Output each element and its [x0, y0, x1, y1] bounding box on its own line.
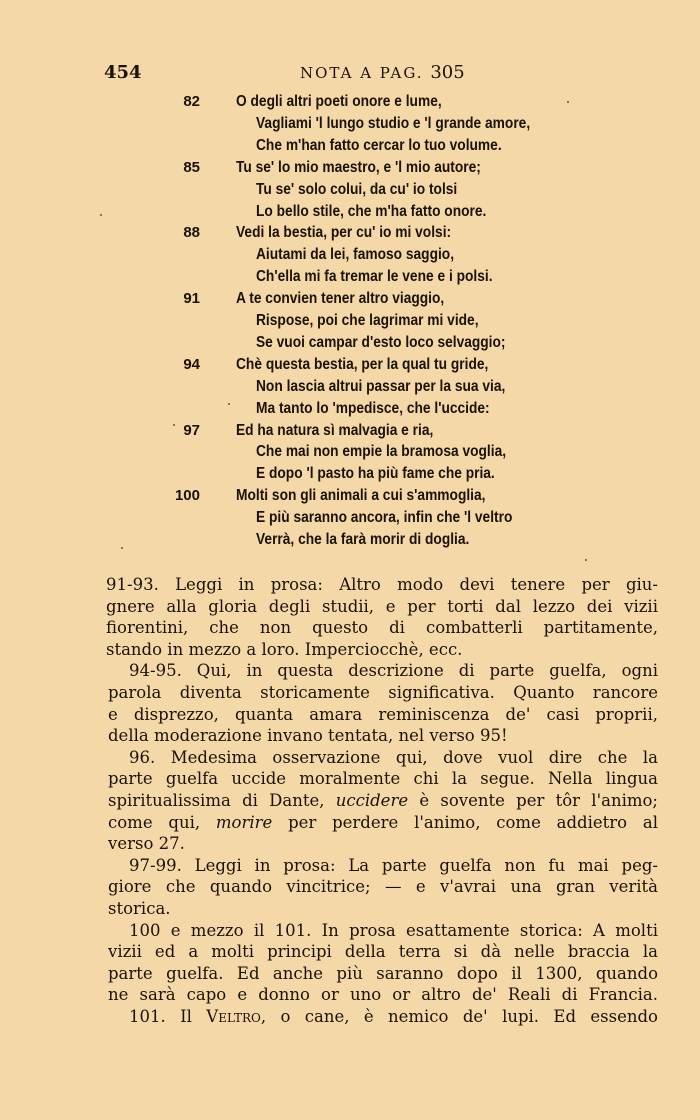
- note-line: verso 27.: [108, 834, 185, 854]
- note-97-99: [108, 855, 658, 920]
- note-italic-word: morire: [215, 812, 273, 832]
- verse-line: Vedi la bestia, per cu' io mi volsi:: [236, 224, 452, 242]
- verse-line: A te convien tener altro viaggio,: [236, 290, 445, 308]
- note-line: 94-95. Qui, in questa descrizione di parte guelfa, ogni: [129, 661, 658, 681]
- paper-speck: [121, 547, 123, 549]
- paper-speck: [100, 214, 102, 216]
- note-line: 91-93. Leggi in prosa: Altro modo devi tenere per giu-: [106, 575, 658, 594]
- note-line: ne sarà capo e donno or uno or altro de' Reali di Francia.: [108, 985, 658, 1005]
- verse-line: Rispose, poi che lagrimar mi vide,: [256, 312, 479, 329]
- verse-line: Tu se' solo colui, da cu' io tolsi: [256, 180, 458, 198]
- note-line: 100 e mezzo il 101. In prosa esattamente storica: A molti: [129, 920, 658, 940]
- note-text: spiritualissima di Dante,: [108, 790, 336, 810]
- verse-line: Che mai non empie la bramosa voglia,: [256, 443, 507, 461]
- note-text: per perdere l'animo, come addietro al: [272, 812, 658, 832]
- running-head-prefix: NOTA A PAG.: [300, 64, 424, 82]
- paper-speck: [173, 424, 175, 426]
- verse-line: Aiutami da lei, famoso saggio,: [256, 246, 455, 264]
- verse-number: 94: [183, 355, 200, 373]
- paper-speck: [228, 403, 230, 405]
- note-line: giore che quando vincitrice; — e v'avrai una gran verità: [108, 877, 658, 897]
- note-smallcaps-word: Veltro: [206, 1006, 261, 1026]
- paper-speck: [585, 559, 587, 561]
- note-line: [108, 747, 658, 769]
- note-line: storica.: [108, 898, 171, 918]
- note-text: è sovente per tôr l'animo;: [408, 790, 658, 810]
- verse-number: 85: [183, 158, 200, 176]
- page-number: 454: [104, 62, 142, 83]
- note-101: [108, 1006, 658, 1028]
- note-line: stando in mezzo a loro. Imperciocchè, ecc.: [106, 639, 463, 659]
- verse-line: Se vuoi campar d'esto loco selvaggio;: [256, 333, 506, 351]
- note-line: [108, 790, 658, 812]
- note-italic-word: uccidere: [335, 790, 409, 810]
- note-line: [108, 1006, 658, 1028]
- note-line: fiorentini, che non questo di combatterli partitamente,: [106, 618, 658, 638]
- verse-line: Non lascia altrui passar per la sua via,: [256, 377, 506, 395]
- verse-line: Verrà, che la farà morir di doglia.: [256, 531, 470, 548]
- verse-line: Ch'ella mi fa tremar le vene e i polsi.: [256, 268, 493, 286]
- note-line: e disprezzo, quanta amara reminiscenza de' casi proprii,: [108, 704, 658, 724]
- page-header: [104, 62, 544, 90]
- note-96: [108, 747, 658, 855]
- note-text: , o cane, è nemico de' lupi. Ed essendo: [260, 1006, 658, 1026]
- note-text: come qui,: [108, 812, 216, 832]
- verse-number: 97: [183, 421, 200, 439]
- verse-line: Molti son gli animali a cui s'ammoglia,: [236, 487, 486, 505]
- verse-line: E dopo 'l pasto ha più fame che pria.: [256, 465, 495, 483]
- verse-number: 91: [183, 290, 200, 308]
- verse-number: 100: [174, 487, 200, 505]
- verse-line: Lo bello stile, che m'ha fatto onore.: [256, 202, 487, 220]
- note-100-101: [108, 920, 658, 1006]
- running-head-page: 305: [430, 62, 465, 83]
- note-line: parola diventa storicamente significativa. Quanto rancore: [108, 682, 658, 702]
- verse-line: Chè questa bestia, per la qual tu gride,: [236, 355, 489, 373]
- verse-line: O degli altri poeti onore e lume,: [236, 93, 442, 110]
- commentary-notes: [108, 574, 658, 1027]
- note-91-93: [106, 574, 658, 660]
- note-line: della moderazione invano tentata, nel verso 95!: [108, 726, 508, 746]
- note-line: parte guelfa. Ed anche più saranno dopo il 1300, quando: [108, 963, 658, 983]
- verse-line: Che m'han fatto cercar lo tuo volume.: [256, 136, 502, 154]
- verse-number: 82: [183, 93, 200, 110]
- verse-line: Ed ha natura sì malvagia e ria,: [236, 421, 434, 439]
- note-line: parte guelfa uccide moralmente chi la segue. Nella lingua: [108, 769, 658, 789]
- verse-line: Tu se' lo mio maestro, e 'l mio autore;: [236, 158, 481, 176]
- verse-number: 88: [183, 224, 200, 242]
- note-line: gnere alla gloria degli studii, e per torti dal lezzo dei vizii: [106, 596, 658, 616]
- note-text: 101. Il: [129, 1006, 207, 1026]
- note-line: [108, 812, 658, 834]
- verse-line: E più saranno ancora, infin che 'l veltro: [256, 509, 513, 527]
- paper-speck: [567, 101, 569, 103]
- note-text: 96. Medesima osservazione qui, dove vuol dire che la: [129, 747, 658, 767]
- note-line: 97-99. Leggi in prosa: La parte guelfa non fu mai peg-: [129, 855, 658, 875]
- verse-line: Vagliami 'l lungo studio e 'l grande amore,: [256, 114, 531, 132]
- note-94-95: [108, 660, 658, 746]
- verse-line: Ma tanto lo 'mpedisce, che l'uccide:: [256, 399, 490, 417]
- note-line: vizii ed a molti principi della terra si dà nelle braccia la: [108, 942, 658, 962]
- running-head: [300, 62, 465, 83]
